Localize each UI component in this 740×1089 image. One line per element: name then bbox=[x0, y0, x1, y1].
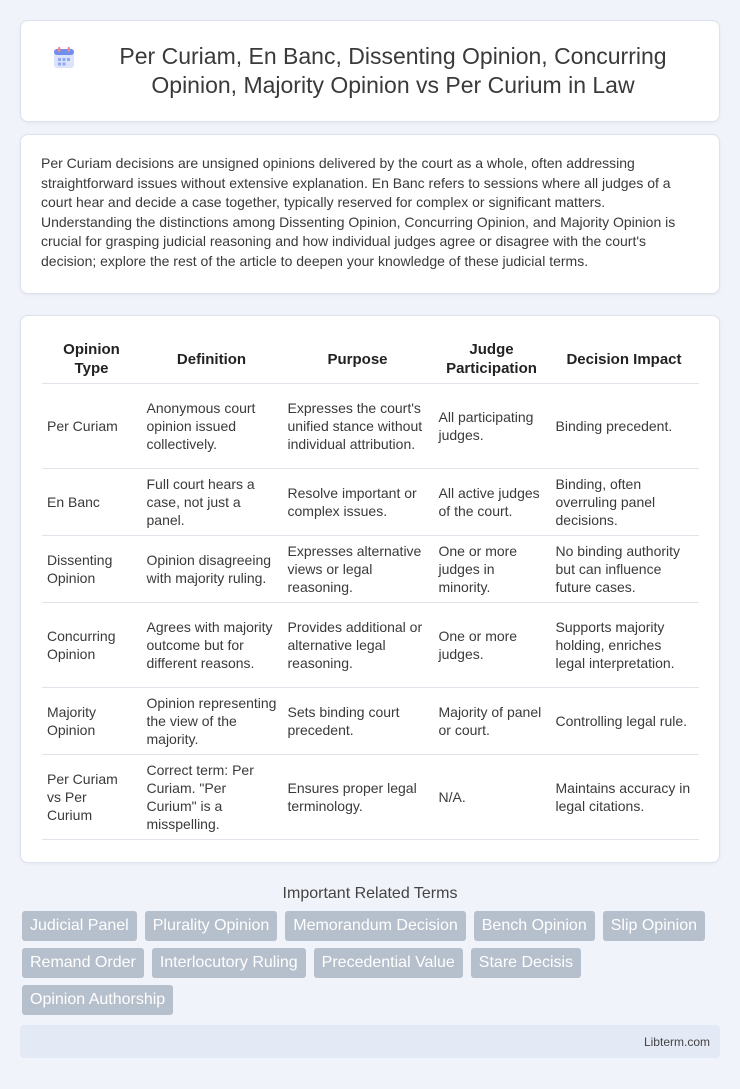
intro-card bbox=[20, 134, 720, 294]
table-row bbox=[42, 602, 698, 687]
header-judge-participation: Judge Participation bbox=[433, 336, 550, 383]
table-row bbox=[42, 687, 698, 754]
cell-definition: Opinion representing the view of the majority. bbox=[141, 687, 282, 754]
cell-opinion-type: En Banc bbox=[42, 468, 141, 535]
tag-opinion-authorship[interactable]: Opinion Authorship bbox=[22, 985, 173, 1015]
tag-bench-opinion[interactable]: Bench Opinion bbox=[474, 911, 595, 941]
calendar-icon bbox=[51, 45, 77, 71]
table-row bbox=[42, 535, 698, 602]
cell-opinion-type: Dissenting Opinion bbox=[42, 535, 141, 602]
page-title: Per Curiam, En Banc, Dissenting Opinion, Concurring Opinion, Majority Opinion vs Per Curium in Law bbox=[119, 43, 667, 98]
title-card bbox=[20, 20, 720, 122]
tag-stare-decisis[interactable]: Stare Decisis bbox=[471, 948, 581, 978]
header-decision-impact: Decision Impact bbox=[550, 336, 698, 383]
related-terms-title: Important Related Terms bbox=[282, 884, 458, 902]
cell-purpose: Expresses alternative views or legal reasoning. bbox=[282, 535, 433, 602]
tag-precedential-value[interactable]: Precedential Value bbox=[314, 948, 463, 978]
footer bbox=[20, 1025, 720, 1058]
title-row bbox=[51, 42, 689, 100]
table-row bbox=[42, 754, 698, 839]
cell-purpose: Resolve important or complex issues. bbox=[282, 468, 433, 535]
related-terms-section bbox=[20, 885, 720, 1022]
cell-purpose: Expresses the court's unified stance without individual attribution. bbox=[282, 383, 433, 468]
tag-interlocutory-ruling[interactable]: Interlocutory Ruling bbox=[152, 948, 306, 978]
table-row bbox=[42, 383, 698, 468]
cell-judge-participation: One or more judges in minority. bbox=[433, 535, 550, 602]
cell-decision-impact: Maintains accuracy in legal citations. bbox=[550, 754, 698, 839]
tag-plurality-opinion[interactable]: Plurality Opinion bbox=[145, 911, 278, 941]
cell-decision-impact: Controlling legal rule. bbox=[550, 687, 698, 754]
comparison-table bbox=[42, 336, 699, 840]
cell-definition: Correct term: Per Curiam. "Per Curium" is a misspelling. bbox=[141, 754, 282, 839]
tag-memorandum-decision[interactable]: Memorandum Decision bbox=[285, 911, 466, 941]
cell-decision-impact: No binding authority but can influence future cases. bbox=[550, 535, 698, 602]
table-header-row bbox=[42, 336, 698, 383]
intro-text: Per Curiam decisions are unsigned opinions delivered by the court as a whole, often addressing straightforward issues without extensive explanation. En Banc refers to sessions where all judges of a court hear and decide a case together, typically reserved for complex or significant matters. Understanding the distinctions among Dissenting Opinion, Concurring Opinion, and Majority Opinion is crucial for grasping judicial reasoning and how individual judges agree or disagree with the court's decision; explore the rest of the article to deepen your knowledge of these judicial terms. bbox=[41, 155, 676, 269]
related-terms-tags bbox=[20, 911, 720, 1022]
cell-judge-participation: One or more judges. bbox=[433, 602, 550, 687]
cell-opinion-type: Per Curiam bbox=[42, 383, 141, 468]
comparison-table-card bbox=[20, 315, 720, 863]
cell-decision-impact: Binding, often overruling panel decisions. bbox=[550, 468, 698, 535]
cell-judge-participation: All participating judges. bbox=[433, 383, 550, 468]
cell-opinion-type: Per Curiam vs Per Curium bbox=[42, 754, 141, 839]
cell-judge-participation: All active judges of the court. bbox=[433, 468, 550, 535]
tag-judicial-panel[interactable]: Judicial Panel bbox=[22, 911, 137, 941]
tag-remand-order[interactable]: Remand Order bbox=[22, 948, 144, 978]
header-purpose: Purpose bbox=[282, 336, 433, 383]
table-row bbox=[42, 468, 698, 535]
cell-purpose: Provides additional or alternative legal reasoning. bbox=[282, 602, 433, 687]
cell-judge-participation: Majority of panel or court. bbox=[433, 687, 550, 754]
cell-definition: Agrees with majority outcome but for different reasons. bbox=[141, 602, 282, 687]
cell-decision-impact: Supports majority holding, enriches legal interpretation. bbox=[550, 602, 698, 687]
cell-judge-participation: N/A. bbox=[433, 754, 550, 839]
cell-opinion-type: Concurring Opinion bbox=[42, 602, 141, 687]
cell-definition: Opinion disagreeing with majority ruling. bbox=[141, 535, 282, 602]
header-opinion-type: Opinion Type bbox=[42, 336, 141, 383]
cell-definition: Full court hears a case, not just a panel. bbox=[141, 468, 282, 535]
cell-opinion-type: Majority Opinion bbox=[42, 687, 141, 754]
cell-purpose: Sets binding court precedent. bbox=[282, 687, 433, 754]
cell-purpose: Ensures proper legal terminology. bbox=[282, 754, 433, 839]
cell-definition: Anonymous court opinion issued collectively. bbox=[141, 383, 282, 468]
tag-slip-opinion[interactable]: Slip Opinion bbox=[603, 911, 705, 941]
cell-decision-impact: Binding precedent. bbox=[550, 383, 698, 468]
footer-site-link[interactable]: Libterm.com bbox=[643, 1034, 710, 1049]
header-definition: Definition bbox=[141, 336, 282, 383]
